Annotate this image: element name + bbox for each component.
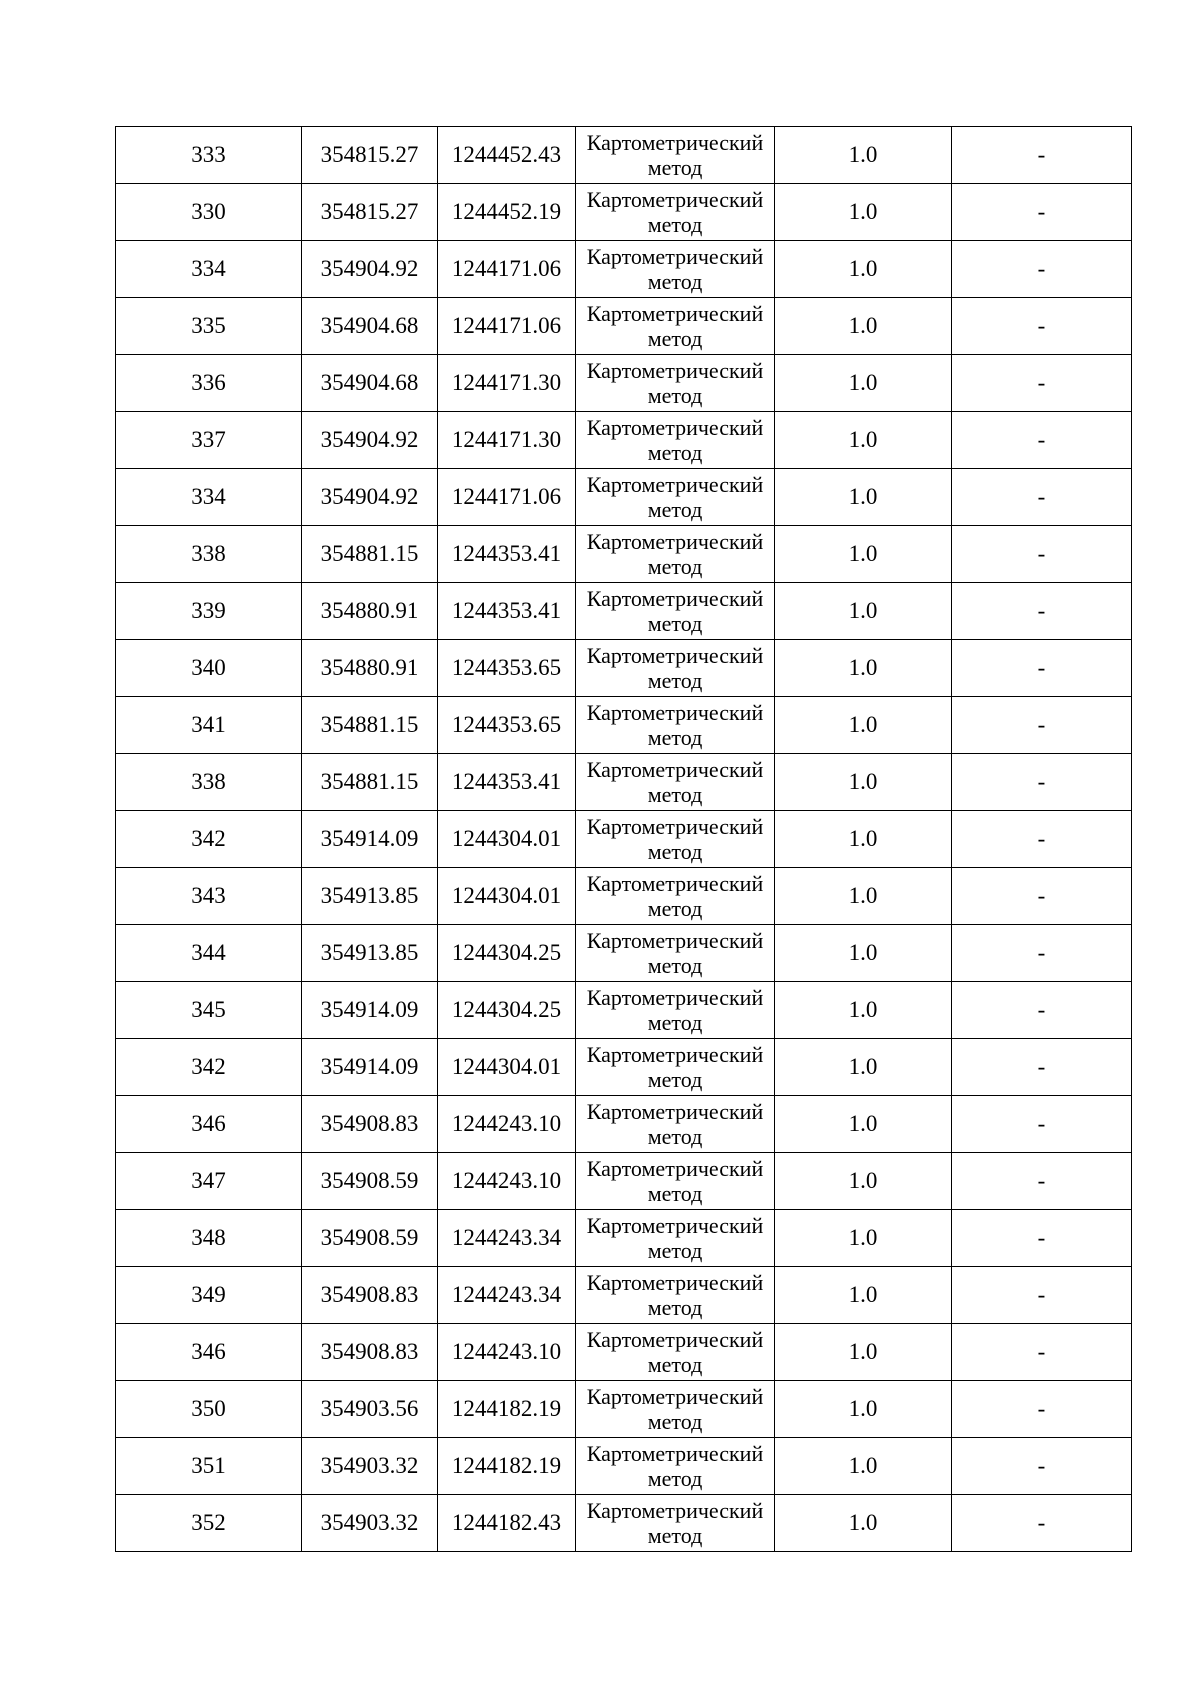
note-cell: -: [952, 412, 1132, 469]
point-number-cell: 340: [116, 640, 302, 697]
point-number-cell: 352: [116, 1495, 302, 1552]
y-coordinate-cell: 1244182.19: [438, 1381, 576, 1438]
accuracy-cell: 1.0: [775, 1039, 952, 1096]
method-line-2: метод: [647, 554, 703, 579]
point-number-cell: 343: [116, 868, 302, 925]
accuracy-cell: 1.0: [775, 241, 952, 298]
point-number-cell: 333: [116, 127, 302, 184]
x-coordinate-cell: 354908.83: [302, 1096, 438, 1153]
method-cell: [576, 982, 775, 1039]
note-cell: -: [952, 184, 1132, 241]
table-row: [116, 1210, 1132, 1267]
x-coordinate-cell: 354908.59: [302, 1210, 438, 1267]
table-row: [116, 640, 1132, 697]
accuracy-cell: 1.0: [775, 925, 952, 982]
y-coordinate-cell: 1244304.01: [438, 1039, 576, 1096]
method-line-2: метод: [647, 1067, 703, 1092]
x-coordinate-cell: 354908.83: [302, 1267, 438, 1324]
method-line-1: Картометрический: [586, 472, 764, 497]
method-line-2: метод: [647, 896, 703, 921]
method-line-2: метод: [647, 725, 703, 750]
method-cell: [576, 469, 775, 526]
y-coordinate-cell: 1244304.01: [438, 868, 576, 925]
method-line-2: метод: [647, 1409, 703, 1434]
method-line-1: Картометрический: [586, 814, 764, 839]
x-coordinate-cell: 354914.09: [302, 1039, 438, 1096]
method-line-2: метод: [647, 1238, 703, 1263]
point-number-cell: 342: [116, 811, 302, 868]
accuracy-cell: 1.0: [775, 982, 952, 1039]
method-line-2: метод: [647, 1010, 703, 1035]
y-coordinate-cell: 1244304.25: [438, 925, 576, 982]
method-line-1: Картометрический: [586, 1042, 764, 1067]
point-number-cell: 341: [116, 697, 302, 754]
point-number-cell: 338: [116, 754, 302, 811]
method-line-2: метод: [647, 269, 703, 294]
accuracy-cell: 1.0: [775, 1438, 952, 1495]
point-number-cell: 348: [116, 1210, 302, 1267]
method-cell: [576, 640, 775, 697]
accuracy-cell: 1.0: [775, 1210, 952, 1267]
method-line-2: метод: [647, 383, 703, 408]
method-line-2: метод: [647, 212, 703, 237]
method-cell: [576, 583, 775, 640]
note-cell: -: [952, 526, 1132, 583]
method-cell: [576, 925, 775, 982]
x-coordinate-cell: 354913.85: [302, 868, 438, 925]
table-row: [116, 298, 1132, 355]
point-number-cell: 339: [116, 583, 302, 640]
table-row: [116, 1495, 1132, 1552]
note-cell: -: [952, 583, 1132, 640]
accuracy-cell: 1.0: [775, 868, 952, 925]
point-number-cell: 345: [116, 982, 302, 1039]
x-coordinate-cell: 354881.15: [302, 754, 438, 811]
note-cell: -: [952, 298, 1132, 355]
note-cell: -: [952, 1267, 1132, 1324]
x-coordinate-cell: 354881.15: [302, 697, 438, 754]
table-row: [116, 1267, 1132, 1324]
table-row: [116, 583, 1132, 640]
point-number-cell: 350: [116, 1381, 302, 1438]
table-row: [116, 925, 1132, 982]
table-row: [116, 127, 1132, 184]
method-cell: [576, 1153, 775, 1210]
method-line-1: Картометрический: [586, 928, 764, 953]
point-number-cell: 346: [116, 1324, 302, 1381]
method-cell: [576, 127, 775, 184]
table-row: [116, 811, 1132, 868]
note-cell: -: [952, 925, 1132, 982]
point-number-cell: 349: [116, 1267, 302, 1324]
table-row: [116, 412, 1132, 469]
method-cell: [576, 1267, 775, 1324]
x-coordinate-cell: 354908.83: [302, 1324, 438, 1381]
method-line-1: Картометрический: [586, 1270, 764, 1295]
method-line-1: Картометрический: [586, 985, 764, 1010]
method-line-2: метод: [647, 155, 703, 180]
method-line-1: Картометрический: [586, 871, 764, 896]
method-line-1: Картометрический: [586, 1156, 764, 1181]
method-cell: [576, 184, 775, 241]
method-line-1: Картометрический: [586, 358, 764, 383]
accuracy-cell: 1.0: [775, 583, 952, 640]
x-coordinate-cell: 354903.32: [302, 1438, 438, 1495]
method-line-1: Картометрический: [586, 130, 764, 155]
table-row: [116, 184, 1132, 241]
point-number-cell: 334: [116, 469, 302, 526]
x-coordinate-cell: 354904.68: [302, 355, 438, 412]
accuracy-cell: 1.0: [775, 1267, 952, 1324]
accuracy-cell: 1.0: [775, 355, 952, 412]
method-cell: [576, 241, 775, 298]
method-cell: [576, 355, 775, 412]
note-cell: -: [952, 697, 1132, 754]
method-line-2: метод: [647, 611, 703, 636]
accuracy-cell: 1.0: [775, 469, 952, 526]
method-line-1: Картометрический: [586, 1441, 764, 1466]
method-cell: [576, 1495, 775, 1552]
x-coordinate-cell: 354904.68: [302, 298, 438, 355]
accuracy-cell: 1.0: [775, 412, 952, 469]
y-coordinate-cell: 1244452.43: [438, 127, 576, 184]
table-body: [116, 127, 1132, 1552]
method-cell: [576, 868, 775, 925]
note-cell: -: [952, 1495, 1132, 1552]
point-number-cell: 337: [116, 412, 302, 469]
point-number-cell: 336: [116, 355, 302, 412]
method-line-1: Картометрический: [586, 586, 764, 611]
method-line-2: метод: [647, 1124, 703, 1149]
y-coordinate-cell: 1244353.41: [438, 583, 576, 640]
method-cell: [576, 412, 775, 469]
y-coordinate-cell: 1244182.43: [438, 1495, 576, 1552]
y-coordinate-cell: 1244171.06: [438, 469, 576, 526]
y-coordinate-cell: 1244243.10: [438, 1324, 576, 1381]
y-coordinate-cell: 1244171.06: [438, 241, 576, 298]
y-coordinate-cell: 1244243.10: [438, 1153, 576, 1210]
point-number-cell: 330: [116, 184, 302, 241]
x-coordinate-cell: 354904.92: [302, 412, 438, 469]
method-line-2: метод: [647, 953, 703, 978]
method-line-1: Картометрический: [586, 529, 764, 554]
table-row: [116, 355, 1132, 412]
method-cell: [576, 697, 775, 754]
method-cell: [576, 1210, 775, 1267]
x-coordinate-cell: 354815.27: [302, 184, 438, 241]
accuracy-cell: 1.0: [775, 184, 952, 241]
accuracy-cell: 1.0: [775, 1096, 952, 1153]
method-line-1: Картометрический: [586, 700, 764, 725]
x-coordinate-cell: 354815.27: [302, 127, 438, 184]
y-coordinate-cell: 1244171.06: [438, 298, 576, 355]
note-cell: -: [952, 1210, 1132, 1267]
method-cell: [576, 298, 775, 355]
table-row: [116, 1096, 1132, 1153]
table-row: [116, 1381, 1132, 1438]
note-cell: -: [952, 469, 1132, 526]
method-line-2: метод: [647, 1295, 703, 1320]
point-number-cell: 351: [116, 1438, 302, 1495]
table-row: [116, 697, 1132, 754]
x-coordinate-cell: 354903.56: [302, 1381, 438, 1438]
y-coordinate-cell: 1244171.30: [438, 355, 576, 412]
method-cell: [576, 526, 775, 583]
method-cell: [576, 811, 775, 868]
accuracy-cell: 1.0: [775, 1153, 952, 1210]
point-number-cell: 346: [116, 1096, 302, 1153]
point-number-cell: 344: [116, 925, 302, 982]
y-coordinate-cell: 1244243.10: [438, 1096, 576, 1153]
table-row: [116, 754, 1132, 811]
method-cell: [576, 1324, 775, 1381]
table-row: [116, 868, 1132, 925]
table-row: [116, 526, 1132, 583]
method-cell: [576, 1438, 775, 1495]
note-cell: -: [952, 1324, 1132, 1381]
accuracy-cell: 1.0: [775, 697, 952, 754]
y-coordinate-cell: 1244171.30: [438, 412, 576, 469]
method-line-1: Картометрический: [586, 187, 764, 212]
table-row: [116, 241, 1132, 298]
y-coordinate-cell: 1244353.65: [438, 640, 576, 697]
method-line-2: метод: [647, 668, 703, 693]
method-cell: [576, 1039, 775, 1096]
method-line-2: метод: [647, 326, 703, 351]
note-cell: -: [952, 1381, 1132, 1438]
table-row: [116, 1039, 1132, 1096]
y-coordinate-cell: 1244304.01: [438, 811, 576, 868]
method-line-1: Картометрический: [586, 643, 764, 668]
table-row: [116, 1153, 1132, 1210]
method-line-2: метод: [647, 1523, 703, 1548]
method-line-1: Картометрический: [586, 1498, 764, 1523]
note-cell: -: [952, 1438, 1132, 1495]
method-line-1: Картометрический: [586, 1213, 764, 1238]
accuracy-cell: 1.0: [775, 127, 952, 184]
method-line-2: метод: [647, 1466, 703, 1491]
table-row: [116, 1324, 1132, 1381]
method-line-2: метод: [647, 1181, 703, 1206]
x-coordinate-cell: 354913.85: [302, 925, 438, 982]
note-cell: -: [952, 868, 1132, 925]
method-line-1: Картометрический: [586, 1327, 764, 1352]
method-line-2: метод: [647, 1352, 703, 1377]
method-line-1: Картометрический: [586, 244, 764, 269]
point-number-cell: 338: [116, 526, 302, 583]
accuracy-cell: 1.0: [775, 640, 952, 697]
note-cell: -: [952, 982, 1132, 1039]
note-cell: -: [952, 811, 1132, 868]
method-line-1: Картометрический: [586, 1099, 764, 1124]
method-line-1: Картометрический: [586, 301, 764, 326]
accuracy-cell: 1.0: [775, 298, 952, 355]
y-coordinate-cell: 1244182.19: [438, 1438, 576, 1495]
accuracy-cell: 1.0: [775, 754, 952, 811]
x-coordinate-cell: 354881.15: [302, 526, 438, 583]
accuracy-cell: 1.0: [775, 811, 952, 868]
y-coordinate-cell: 1244304.25: [438, 982, 576, 1039]
y-coordinate-cell: 1244353.41: [438, 526, 576, 583]
x-coordinate-cell: 354903.32: [302, 1495, 438, 1552]
method-cell: [576, 1096, 775, 1153]
table-row: [116, 1438, 1132, 1495]
method-line-2: метод: [647, 782, 703, 807]
accuracy-cell: 1.0: [775, 1495, 952, 1552]
y-coordinate-cell: 1244452.19: [438, 184, 576, 241]
note-cell: -: [952, 241, 1132, 298]
note-cell: -: [952, 1153, 1132, 1210]
method-cell: [576, 754, 775, 811]
accuracy-cell: 1.0: [775, 1381, 952, 1438]
table-row: [116, 469, 1132, 526]
point-number-cell: 342: [116, 1039, 302, 1096]
point-number-cell: 335: [116, 298, 302, 355]
x-coordinate-cell: 354914.09: [302, 982, 438, 1039]
y-coordinate-cell: 1244243.34: [438, 1210, 576, 1267]
x-coordinate-cell: 354904.92: [302, 241, 438, 298]
method-cell: [576, 1381, 775, 1438]
accuracy-cell: 1.0: [775, 1324, 952, 1381]
y-coordinate-cell: 1244353.41: [438, 754, 576, 811]
point-number-cell: 347: [116, 1153, 302, 1210]
accuracy-cell: 1.0: [775, 526, 952, 583]
table-row: [116, 982, 1132, 1039]
note-cell: -: [952, 754, 1132, 811]
note-cell: -: [952, 127, 1132, 184]
x-coordinate-cell: 354880.91: [302, 640, 438, 697]
x-coordinate-cell: 354880.91: [302, 583, 438, 640]
note-cell: -: [952, 640, 1132, 697]
y-coordinate-cell: 1244353.65: [438, 697, 576, 754]
note-cell: -: [952, 355, 1132, 412]
x-coordinate-cell: 354904.92: [302, 469, 438, 526]
method-line-1: Картометрический: [586, 757, 764, 782]
x-coordinate-cell: 354914.09: [302, 811, 438, 868]
y-coordinate-cell: 1244243.34: [438, 1267, 576, 1324]
method-line-1: Картометрический: [586, 415, 764, 440]
method-line-1: Картометрический: [586, 1384, 764, 1409]
coordinates-table: [115, 126, 1132, 1552]
x-coordinate-cell: 354908.59: [302, 1153, 438, 1210]
point-number-cell: 334: [116, 241, 302, 298]
method-line-2: метод: [647, 497, 703, 522]
method-line-2: метод: [647, 440, 703, 465]
note-cell: -: [952, 1039, 1132, 1096]
method-line-2: метод: [647, 839, 703, 864]
note-cell: -: [952, 1096, 1132, 1153]
